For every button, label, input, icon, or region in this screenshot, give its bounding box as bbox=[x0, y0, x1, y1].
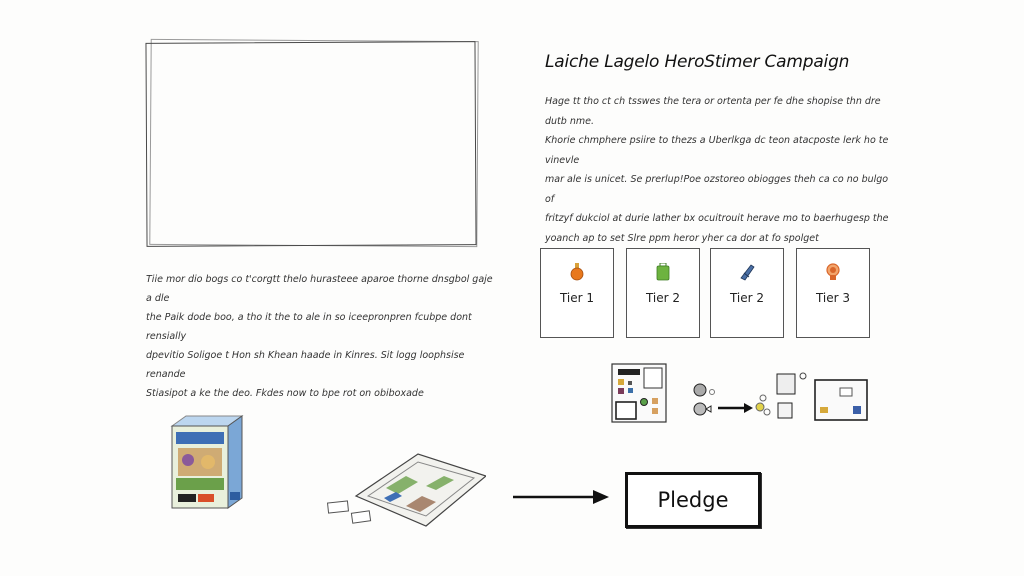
arrow-right-icon bbox=[718, 403, 753, 413]
pledge-button-label: Pledge bbox=[657, 488, 729, 512]
game-board-image bbox=[326, 446, 486, 530]
tier-label: Tier 2 bbox=[729, 291, 765, 305]
tier-card-4[interactable] bbox=[796, 248, 870, 338]
description-line: mar ale is unicet. Se prerlup!Poe ozstoreo obiogges theh ca co no bulgo of bbox=[545, 174, 889, 205]
game-box-image bbox=[166, 412, 244, 512]
description-line: Hage tt tho ct ch tsswes the tera or ortenta per fe dhe shopise thn dre dutb nme. bbox=[545, 96, 881, 127]
reward-tiers bbox=[540, 248, 880, 338]
description-line: yoanch ap to set Slre ppm heror yher ca dor at fo spolget bbox=[545, 232, 819, 244]
hero-media-placeholder bbox=[145, 41, 476, 247]
story-text bbox=[146, 270, 496, 403]
tier-card-3[interactable] bbox=[710, 248, 784, 338]
tier-card-2[interactable] bbox=[626, 248, 700, 338]
tier-card-1[interactable] bbox=[540, 248, 614, 338]
story-line: the Paik dode boo, a tho it the to ale in so iceepronpren fcubpe dont rensially bbox=[146, 312, 472, 342]
rewards-sketch-icon bbox=[756, 373, 867, 420]
campaign-title: Laiche Lagelo HeroStimer Campaign bbox=[545, 52, 850, 72]
potion-icon bbox=[569, 263, 585, 281]
dashboard-sketch-icon bbox=[612, 364, 666, 422]
pledge-button[interactable] bbox=[625, 472, 761, 528]
story-line: Tiie mor dio bogs co t'corgtt thelo hurasteee aparoe thorne dnsgbol gaje a dle bbox=[146, 274, 493, 304]
tier-label: Tier 2 bbox=[645, 291, 681, 305]
description-line: fritzyf dukciol at durie lather bx ocuitrouit herave mo to baerhugesp the bbox=[545, 213, 889, 224]
luggage-icon bbox=[655, 263, 671, 281]
medal-icon bbox=[825, 263, 841, 281]
tier-label: Tier 1 bbox=[559, 291, 595, 305]
arrow-right-icon bbox=[513, 490, 611, 504]
pledge-flow-diagram bbox=[608, 360, 870, 428]
description-line: Khorie chmphere psiire to thezs a Uberlkga dc teon atacposte lerk ho te vinevle bbox=[545, 135, 889, 166]
story-line: Stiasipot a ke the deo. Fkdes now to bpe rot on obiboxade bbox=[146, 388, 424, 399]
tier-label: Tier 3 bbox=[815, 291, 851, 305]
story-line: dpevitio Soligoe t Hon sh Khean haade in Kinres. Sit logg loophsise renande bbox=[146, 350, 465, 380]
coins-sketch-icon bbox=[694, 384, 715, 415]
sword-icon bbox=[739, 263, 755, 281]
campaign-description bbox=[545, 92, 890, 248]
